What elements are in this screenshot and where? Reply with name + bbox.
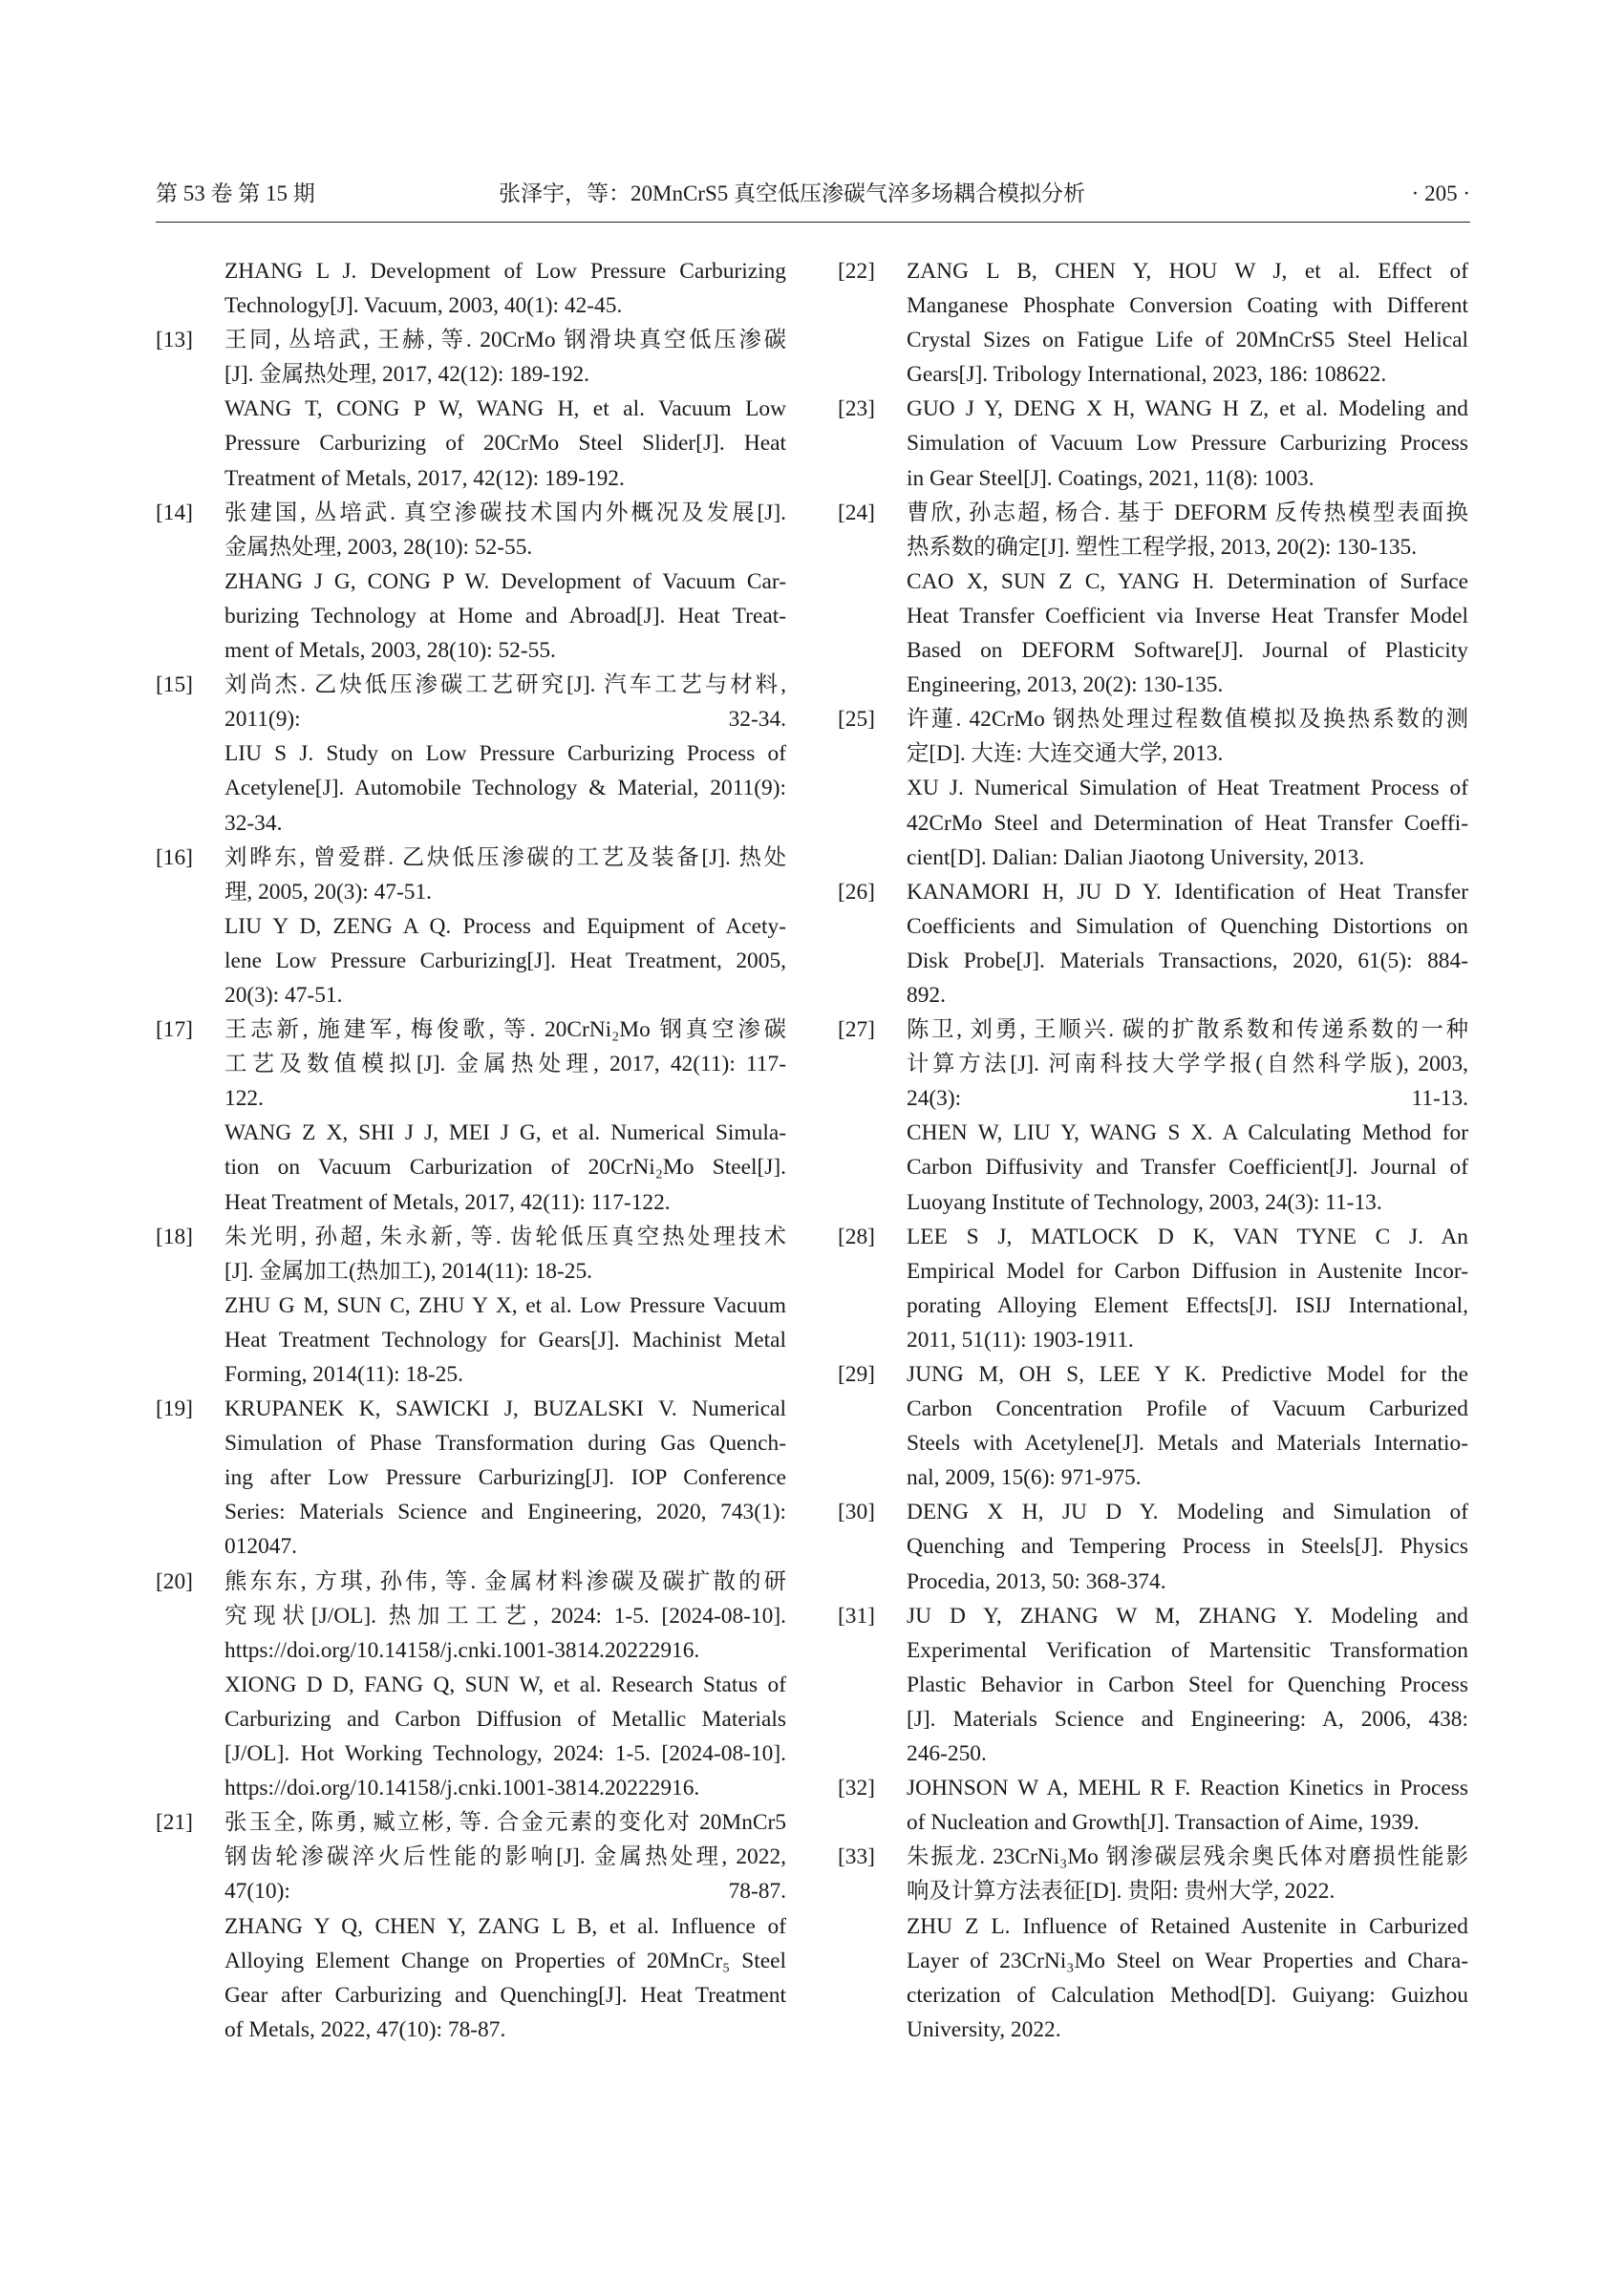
- reference-line: XIONG D D, FANG Q, SUN W, et al. Research Status of: [224, 1672, 786, 1697]
- reference-line: Alloying Element Change on Properties of 20MnCr₅ Steel: [224, 1948, 786, 1973]
- reference-line: Empirical Model for Carbon Diffusion in Austenite Incor-: [907, 1258, 1468, 1284]
- reference-line: https://doi.org/10.14158/j.cnki.1001-3814.20222916.: [224, 1776, 700, 1801]
- reference-line: Acetylene[J]. Automobile Technology & Material, 2011(9):: [224, 776, 786, 801]
- reference-number: [17]: [156, 1017, 193, 1043]
- reference-line: 金属热处理, 2003, 28(10): 52-55.: [224, 534, 533, 560]
- reference-line: https://doi.org/10.14158/j.cnki.1001-3814.20222916.: [224, 1637, 700, 1663]
- page-number: · 205 ·: [1411, 181, 1470, 205]
- reference-line: Crystal Sizes on Fatigue Life of 20MnCrS5 Steel Helical: [907, 328, 1468, 353]
- reference-line: Simulation of Vacuum Low Pressure Carburizing Process: [907, 431, 1468, 457]
- reference-line: 刘晔东, 曾爱群. 乙炔低压渗碳的工艺及装备[J]. 热处: [224, 844, 786, 870]
- reference-number: [21]: [156, 1810, 193, 1836]
- reference-line: ZHU G M, SUN C, ZHU Y X, et al. Low Pressure Vacuum: [224, 1292, 786, 1318]
- reference-number: [23]: [838, 396, 875, 422]
- reference-line: 刘尚杰. 乙炔低压渗碳工艺研究[J]. 汽车工艺与材料,: [224, 672, 786, 698]
- reference-line: 20(3): 47-51.: [224, 982, 343, 1008]
- reference-line: 熊东东, 方琪, 孙伟, 等. 金属材料渗碳及碳扩散的研: [224, 1568, 786, 1594]
- reference-entry: [838, 1840, 1468, 2047]
- reference-line: WANG Z X, SHI J J, MEI J G, et al. Numerical Simula-: [224, 1120, 786, 1146]
- reference-line: ZANG L B, CHEN Y, HOU W J, et al. Effect of: [907, 259, 1468, 284]
- reference-line: Technology[J]. Vacuum, 2003, 40(1): 42-45.: [224, 293, 623, 319]
- reference-line: XU J. Numerical Simulation of Heat Treatment Process of: [907, 776, 1468, 801]
- reference-line: Procedia, 2013, 50: 368-374.: [907, 1568, 1166, 1594]
- reference-line: Plastic Behavior in Carbon Steel for Quenching Process: [907, 1672, 1468, 1697]
- reference-number: [27]: [838, 1017, 875, 1043]
- reference-line: 王同, 丛培武, 王赫, 等. 20CrMo 钢滑块真空低压渗碳: [224, 328, 786, 353]
- reference-number: [31]: [838, 1603, 875, 1629]
- reference-line: in Gear Steel[J]. Coatings, 2021, 11(8): 1003.: [907, 465, 1314, 491]
- reference-line: Treatment of Metals, 2017, 42(12): 189-192.: [224, 465, 625, 491]
- reference-entry: [156, 1392, 786, 1564]
- reference-line: ZHANG J G, CONG P W. Development of Vacuum Car-: [224, 568, 786, 594]
- reference-entry: [156, 668, 786, 840]
- reference-number: [24]: [838, 500, 875, 525]
- reference-line: 24(3): 11-13.: [907, 1086, 1468, 1112]
- reference-line: Pressure Carburizing of 20CrMo Steel Slider[J]. Heat: [224, 431, 786, 457]
- reference-line: Manganese Phosphate Conversion Coating with Different: [907, 293, 1468, 319]
- reference-line: lene Low Pressure Carburizing[J]. Heat Treatment, 2005,: [224, 948, 786, 973]
- reference-line: 响及计算方法表征[D]. 贵阳: 贵州大学, 2022.: [907, 1879, 1336, 1905]
- reference-line: Based on DEFORM Software[J]. Journal of Plasticity: [907, 638, 1468, 664]
- reference-line: 王志新, 施建军, 梅俊歌, 等. 20CrNi₂Mo 钢真空渗碳: [224, 1017, 786, 1043]
- reference-entry: [156, 496, 786, 668]
- reference-line: KRUPANEK K, SAWICKI J, BUZALSKI V. Numerical: [224, 1396, 786, 1422]
- reference-line: Gears[J]. Tribology International, 2023, 186: 108622.: [907, 362, 1387, 388]
- reference-number: [19]: [156, 1396, 193, 1422]
- reference-line: tion on Vacuum Carburization of 20CrNi₂Mo Steel[J].: [224, 1155, 786, 1181]
- reference-line: 工艺及数值模拟[J]. 金属热处理, 2017, 42(11): 117-: [224, 1052, 786, 1077]
- reference-line: Coefficients and Simulation of Quenching Distortions on: [907, 913, 1468, 939]
- reference-line: porating Alloying Element Effects[J]. ISIJ International,: [907, 1292, 1468, 1318]
- reference-line: ZHANG L J. Development of Low Pressure Carburizing: [224, 259, 786, 284]
- reference-number: [33]: [838, 1844, 875, 1870]
- reference-line: DENG X H, JU D Y. Modeling and Simulation of: [907, 1500, 1468, 1525]
- reference-line: ZHU Z L. Influence of Retained Austenite in Carburized: [907, 1913, 1468, 1939]
- reference-number: [29]: [838, 1362, 875, 1387]
- reference-line: [J]. 金属加工(热加工), 2014(11): 18-25.: [224, 1258, 593, 1284]
- reference-entry: [838, 1357, 1468, 1495]
- reference-line: WANG T, CONG P W, WANG H, et al. Vacuum Low: [224, 396, 786, 422]
- reference-number: [14]: [156, 500, 193, 525]
- reference-line: 曹欣, 孙志超, 杨合. 基于 DEFORM 反传热模型表面换: [907, 500, 1468, 525]
- reference-line: ZHANG Y Q, CHEN Y, ZANG L B, et al. Influence of: [224, 1913, 786, 1939]
- reference-line: 2011, 51(11): 1903-1911.: [907, 1327, 1134, 1353]
- reference-number: [32]: [838, 1776, 875, 1801]
- reference-line: GUO J Y, DENG X H, WANG H Z, et al. Modeling and: [907, 396, 1468, 422]
- reference-line: Luoyang Institute of Technology, 2003, 24(3): 11-13.: [907, 1189, 1382, 1215]
- reference-line: Heat Treatment Technology for Gears[J]. Machinist Metal: [224, 1327, 786, 1353]
- reference-number: [16]: [156, 844, 193, 870]
- reference-line: of Nucleation and Growth[J]. Transaction of Aime, 1939.: [907, 1810, 1420, 1836]
- reference-line: 究现状[J/OL]. 热加工工艺, 2024: 1-5. [2024-08-10].: [224, 1603, 786, 1629]
- reference-line: 朱光明, 孙超, 朱永新, 等. 齿轮低压真空热处理技术: [224, 1224, 786, 1249]
- reference-line: 许蓮. 42CrMo 钢热处理过程数值模拟及换热系数的测: [907, 707, 1468, 733]
- reference-number: [15]: [156, 672, 193, 698]
- reference-line: Experimental Verification of Martensitic Transformation: [907, 1637, 1468, 1663]
- reference-line: LIU S J. Study on Low Pressure Carburizing Process of: [224, 741, 786, 767]
- reference-entry: [156, 841, 786, 1012]
- reference-entry: [838, 1771, 1468, 1840]
- reference-line: [J]. Materials Science and Engineering: A, 2006, 438:: [907, 1706, 1468, 1732]
- reference-line: 朱振龙. 23CrNi₃Mo 钢渗碳层残余奥氏体对磨损性能影: [907, 1844, 1468, 1870]
- reference-line: Engineering, 2013, 20(2): 130-135.: [907, 672, 1224, 698]
- reference-line: ment of Metals, 2003, 28(10): 52-55.: [224, 638, 556, 664]
- reference-line: nal, 2009, 15(6): 971-975.: [907, 1465, 1142, 1491]
- reference-number: [26]: [838, 879, 875, 905]
- reference-line: Simulation of Phase Transformation during Gas Quench-: [224, 1431, 786, 1457]
- reference-line: 计算方法[J]. 河南科技大学学报(自然科学版), 2003,: [907, 1052, 1468, 1077]
- reference-line: 246-250.: [907, 1741, 987, 1767]
- reference-line: University, 2022.: [907, 2016, 1061, 2042]
- running-title: 张泽宇，等：20MnCrS5 真空低压渗碳气淬多场耦合模拟分析: [499, 181, 1085, 205]
- reference-number: [13]: [156, 328, 193, 353]
- reference-entry: [156, 1220, 786, 1392]
- reference-entry: [838, 1599, 1468, 1771]
- reference-number: [20]: [156, 1568, 193, 1594]
- reference-line: of Metals, 2022, 47(10): 78-87.: [224, 2016, 506, 2042]
- references-left-column: [156, 254, 786, 2047]
- reference-line: KANAMORI H, JU D Y. Identification of Heat Transfer: [907, 879, 1468, 905]
- issue-info: 第 53 卷 第 15 期: [156, 181, 315, 205]
- reference-entry: [156, 1012, 786, 1220]
- reference-line: 张建国, 丛培武. 真空渗碳技术国内外概况及发展[J].: [224, 500, 786, 525]
- reference-line: LEE S J, MATLOCK D K, VAN TYNE C J. An: [907, 1224, 1468, 1249]
- reference-line: [J]. 金属热处理, 2017, 42(12): 189-192.: [224, 362, 590, 388]
- reference-line: burizing Technology at Home and Abroad[J]. Heat Treat-: [224, 603, 786, 629]
- reference-line: 钢齿轮渗碳淬火后性能的影响[J]. 金属热处理, 2022,: [224, 1844, 786, 1870]
- reference-number: [18]: [156, 1224, 193, 1249]
- reference-line: Steels with Acetylene[J]. Metals and Materials Internatio-: [907, 1431, 1468, 1457]
- reference-entry: [156, 1805, 786, 2047]
- reference-line: 122.: [224, 1086, 264, 1112]
- reference-line: Layer of 23CrNi₃Mo Steel on Wear Properties and Chara-: [907, 1948, 1468, 1973]
- reference-entry: [838, 1495, 1468, 1598]
- reference-line: Carbon Diffusivity and Transfer Coefficient[J]. Journal of: [907, 1155, 1468, 1181]
- reference-entry: [838, 254, 1468, 392]
- reference-line: JOHNSON W A, MEHL R F. Reaction Kinetics in Process: [907, 1776, 1468, 1801]
- reference-entry: [838, 1012, 1468, 1220]
- reference-line: Heat Treatment of Metals, 2017, 42(11): 117-122.: [224, 1189, 671, 1215]
- reference-line: JUNG M, OH S, LEE Y K. Predictive Model for the: [907, 1362, 1468, 1387]
- reference-line: Carburizing and Carbon Diffusion of Metallic Materials: [224, 1706, 786, 1732]
- reference-entry: [156, 254, 786, 323]
- reference-line: 42CrMo Steel and Determination of Heat Transfer Coeffi-: [907, 810, 1468, 836]
- reference-line: 定[D]. 大连: 大连交通大学, 2013.: [907, 741, 1224, 767]
- reference-number: [22]: [838, 259, 875, 284]
- reference-line: 32-34.: [224, 810, 283, 836]
- reference-line: Series: Materials Science and Engineering, 2020, 743(1):: [224, 1500, 786, 1525]
- reference-line: Carbon Concentration Profile of Vacuum Carburized: [907, 1396, 1468, 1422]
- reference-line: 892.: [907, 982, 946, 1008]
- reference-line: ing after Low Pressure Carburizing[J]. IOP Conference: [224, 1465, 786, 1491]
- reference-line: [J/OL]. Hot Working Technology, 2024: 1-5. [2024-08-10].: [224, 1741, 786, 1767]
- reference-entry: [838, 875, 1468, 1012]
- reference-entry: [156, 323, 786, 495]
- reference-line: 陈卫, 刘勇, 王顺兴. 碳的扩散系数和传递系数的一种: [907, 1017, 1468, 1043]
- reference-line: 张玉全, 陈勇, 臧立彬, 等. 合金元素的变化对 20MnCr5: [224, 1810, 786, 1836]
- reference-entry: [838, 496, 1468, 703]
- reference-line: JU D Y, ZHANG W M, ZHANG Y. Modeling and: [907, 1603, 1468, 1629]
- reference-entry: [838, 1220, 1468, 1357]
- reference-line: 2011(9): 32-34.: [224, 707, 786, 733]
- reference-line: Disk Probe[J]. Materials Transactions, 2020, 61(5): 884-: [907, 948, 1468, 973]
- reference-entry: [838, 702, 1468, 874]
- references-right-column: [838, 254, 1468, 2047]
- reference-entry: [838, 392, 1468, 495]
- reference-line: Forming, 2014(11): 18-25.: [224, 1362, 463, 1387]
- reference-line: 理, 2005, 20(3): 47-51.: [224, 879, 432, 905]
- reference-line: CHEN W, LIU Y, WANG S X. A Calculating Method for: [907, 1120, 1468, 1146]
- reference-number: [30]: [838, 1500, 875, 1525]
- reference-line: Heat Transfer Coefficient via Inverse Heat Transfer Model: [907, 603, 1468, 629]
- reference-line: 热系数的确定[J]. 塑性工程学报, 2013, 20(2): 130-135.: [907, 534, 1418, 560]
- reference-line: cient[D]. Dalian: Dalian Jiaotong University, 2013.: [907, 844, 1365, 870]
- reference-line: Quenching and Tempering Process in Steels[J]. Physics: [907, 1534, 1468, 1560]
- running-header: [156, 180, 1470, 223]
- reference-line: CAO X, SUN Z C, YANG H. Determination of Surface: [907, 568, 1468, 594]
- reference-line: cterization of Calculation Method[D]. Guiyang: Guizhou: [907, 1982, 1468, 2008]
- reference-number: [28]: [838, 1224, 875, 1249]
- reference-line: LIU Y D, ZENG A Q. Process and Equipment of Acety-: [224, 913, 786, 939]
- reference-line: Gear after Carburizing and Quenching[J]. Heat Treatment: [224, 1982, 786, 2008]
- reference-line: 012047.: [224, 1534, 298, 1560]
- reference-entry: [156, 1565, 786, 1806]
- reference-number: [25]: [838, 707, 875, 733]
- reference-line: 47(10): 78-87.: [224, 1879, 786, 1905]
